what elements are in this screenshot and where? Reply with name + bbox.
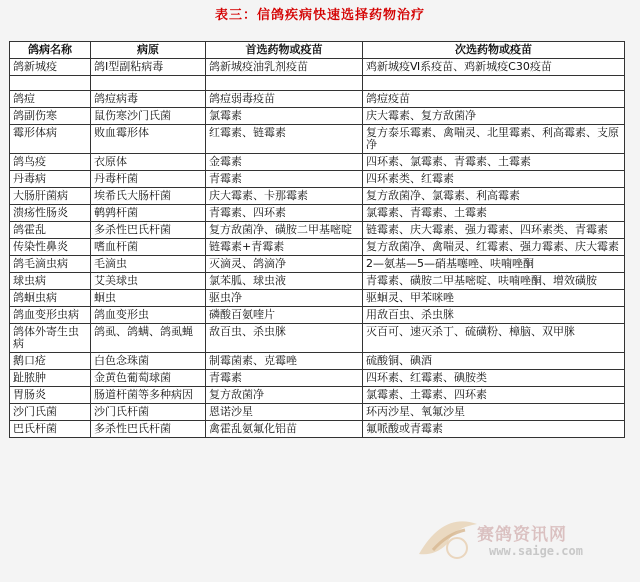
watermark: [405, 500, 633, 576]
table-cell: 衣原体: [91, 154, 206, 171]
table-row: [10, 205, 625, 222]
table-cell: 鸽霍乱: [10, 222, 91, 239]
table-cell: 环丙沙星、氧氟沙星: [363, 404, 625, 421]
table-cell: 鸽痘: [10, 91, 91, 108]
table-cell: 鸽蛔虫病: [10, 290, 91, 307]
table-cell: 复方敌菌净: [206, 387, 363, 404]
table-cell: 胃肠炎: [10, 387, 91, 404]
table-cell: 氯霉素、青霉素、土霉素: [363, 205, 625, 222]
table-row: [10, 171, 625, 188]
table-cell: [91, 76, 206, 91]
table-cell: [206, 76, 363, 91]
table-cell: 硫酸铜、碘酒: [363, 353, 625, 370]
table-cell: 庆大霉素、卡那霉素: [206, 188, 363, 205]
table-row: [10, 307, 625, 324]
table-row: [10, 125, 625, 154]
table-cell: 鸡新城疫Ⅵ系疫苗、鸡新城疫C30疫苗: [363, 59, 625, 76]
table-cell: 鸽痘病毒: [91, 91, 206, 108]
table-cell: 鸽痘弱毒疫苗: [206, 91, 363, 108]
table-cell: 嗜血杆菌: [91, 239, 206, 256]
table-row: [10, 76, 625, 91]
table-cell: 鸽Ⅰ型副粘病毒: [91, 59, 206, 76]
table-cell: 青霉素、磺胺二甲基嘧啶、呋喃唑酮、增效磺胺: [363, 273, 625, 290]
table-cell: 趾脓肿: [10, 370, 91, 387]
table-cell: 巴氏杆菌: [10, 421, 91, 438]
table-row: [10, 256, 625, 273]
table-row: [10, 421, 625, 438]
column-header: 病原: [91, 42, 206, 59]
table-cell: 埃希氏大肠杆菌: [91, 188, 206, 205]
table-cell: 灭滴灵、鸽滴净: [206, 256, 363, 273]
table-cell: 败血霉形体: [91, 125, 206, 154]
table-cell: 鸽新城疫: [10, 59, 91, 76]
table-cell: 霉形体病: [10, 125, 91, 154]
table-cell: 多杀性巴氏杆菌: [91, 421, 206, 438]
watermark-url: www.saige.com: [489, 544, 583, 558]
table-cell: 金黄色葡萄球菌: [91, 370, 206, 387]
table-row: [10, 239, 625, 256]
table-row: [10, 188, 625, 205]
table-cell: 青霉素、四环素: [206, 205, 363, 222]
table-cell: 鸽毛滴虫病: [10, 256, 91, 273]
table-cell: 复方敌菌净、禽喘灵、红霉素、强力霉素、庆大霉素: [363, 239, 625, 256]
table-row: [10, 154, 625, 171]
table-row: [10, 108, 625, 125]
table-row: [10, 324, 625, 353]
table-cell: 多杀性巴氏杆菌: [91, 222, 206, 239]
table-cell: 复方敌菌净、磺胺二甲基嘧啶: [206, 222, 363, 239]
column-header: 首选药物或疫苗: [206, 42, 363, 59]
pigeon-logo-icon: [413, 504, 483, 570]
table-row: [10, 91, 625, 108]
table-cell: 溃疡性肠炎: [10, 205, 91, 222]
table-cell: 沙门氏菌: [10, 404, 91, 421]
table-cell: 驱蛔灵、甲苯咪唑: [363, 290, 625, 307]
table-cell: 鹅口疮: [10, 353, 91, 370]
table-cell: 链霉素、庆大霉素、强力霉素、四环素类、青霉素: [363, 222, 625, 239]
table-cell: 丹毒杆菌: [91, 171, 206, 188]
table-cell: 链霉素+青霉素: [206, 239, 363, 256]
table-cell: 鸽血变形虫病: [10, 307, 91, 324]
table-cell: 禽霍乱氨氟化铝苗: [206, 421, 363, 438]
table-cell: 丹毒病: [10, 171, 91, 188]
table-cell: 四环素、氯霉素、青霉素、土霉素: [363, 154, 625, 171]
table-cell: 复方泰乐霉素、禽喘灵、北里霉素、利高霉素、支原净: [363, 125, 625, 154]
table-cell: 鸽新城疫油乳剂疫苗: [206, 59, 363, 76]
table-cell: 氟哌酸或青霉素: [363, 421, 625, 438]
table-cell: 蛔虫: [91, 290, 206, 307]
table-cell: 氯霉素: [206, 108, 363, 125]
table-row: [10, 290, 625, 307]
table-cell: 鸽副伤寒: [10, 108, 91, 125]
page-title: 表三：信鸽疾病快速选择药物治疗: [214, 8, 425, 23]
table-cell: 毛滴虫: [91, 256, 206, 273]
table-row: [10, 222, 625, 239]
table-row: [10, 353, 625, 370]
table-cell: 传染性鼻炎: [10, 239, 91, 256]
table-cell: 鸽血变形虫: [91, 307, 206, 324]
table-row: [10, 273, 625, 290]
table-cell: [10, 76, 91, 91]
table-cell: 金霉素: [206, 154, 363, 171]
table-cell: 驱虫净: [206, 290, 363, 307]
table-cell: 艾美球虫: [91, 273, 206, 290]
table-row: [10, 370, 625, 387]
table-cell: 青霉素: [206, 370, 363, 387]
table-row: [10, 59, 625, 76]
table-cell: 氯苯胍、球虫液: [206, 273, 363, 290]
table-cell: 磷酸百氨喹片: [206, 307, 363, 324]
column-header: 次选药物或疫苗: [363, 42, 625, 59]
drug-table: [9, 41, 625, 438]
watermark-site-name: 赛鸽资讯网: [477, 525, 567, 545]
table-cell: 沙门氏杆菌: [91, 404, 206, 421]
table-cell: 庆大霉素、复方敌菌净: [363, 108, 625, 125]
table-cell: 肠道杆菌等多种病因: [91, 387, 206, 404]
table-cell: 鸽痘疫苗: [363, 91, 625, 108]
table-cell: 四环素、红霉素、碘胺类: [363, 370, 625, 387]
column-header: 鸽病名称: [10, 42, 91, 59]
table-cell: 四环素类、红霉素: [363, 171, 625, 188]
table-cell: 红霉素、链霉素: [206, 125, 363, 154]
table-cell: 氯霉素、土霉素、四环素: [363, 387, 625, 404]
table-cell: 2—氨基—5—硝基噻唑、呋喃唑酮: [363, 256, 625, 273]
table-cell: 灭百可、速灭杀丁、硫磺粉、樟脑、双甲脒: [363, 324, 625, 353]
table-cell: 敌百虫、杀虫脒: [206, 324, 363, 353]
table-cell: 鹌鹑杆菌: [91, 205, 206, 222]
table-cell: 大肠肝菌病: [10, 188, 91, 205]
table-header-row: [10, 42, 625, 59]
table-cell: 复方敌菌净、氯霉素、利高霉素: [363, 188, 625, 205]
table-cell: [363, 76, 625, 91]
table-cell: 用敌百虫、杀虫脒: [363, 307, 625, 324]
table-cell: 青霉素: [206, 171, 363, 188]
table-cell: 鸽体外寄生虫病: [10, 324, 91, 353]
table-cell: 制霉菌素、克霉唑: [206, 353, 363, 370]
table-cell: 鸽鸟疫: [10, 154, 91, 171]
table-cell: 恩诺沙星: [206, 404, 363, 421]
table-row: [10, 404, 625, 421]
table-cell: 球虫病: [10, 273, 91, 290]
table-cell: 鼠伤寒沙门氏菌: [91, 108, 206, 125]
table-cell: 鸽虱、鸽螨、鸽虱蝇: [91, 324, 206, 353]
table-cell: 白色念珠菌: [91, 353, 206, 370]
table-row: [10, 387, 625, 404]
